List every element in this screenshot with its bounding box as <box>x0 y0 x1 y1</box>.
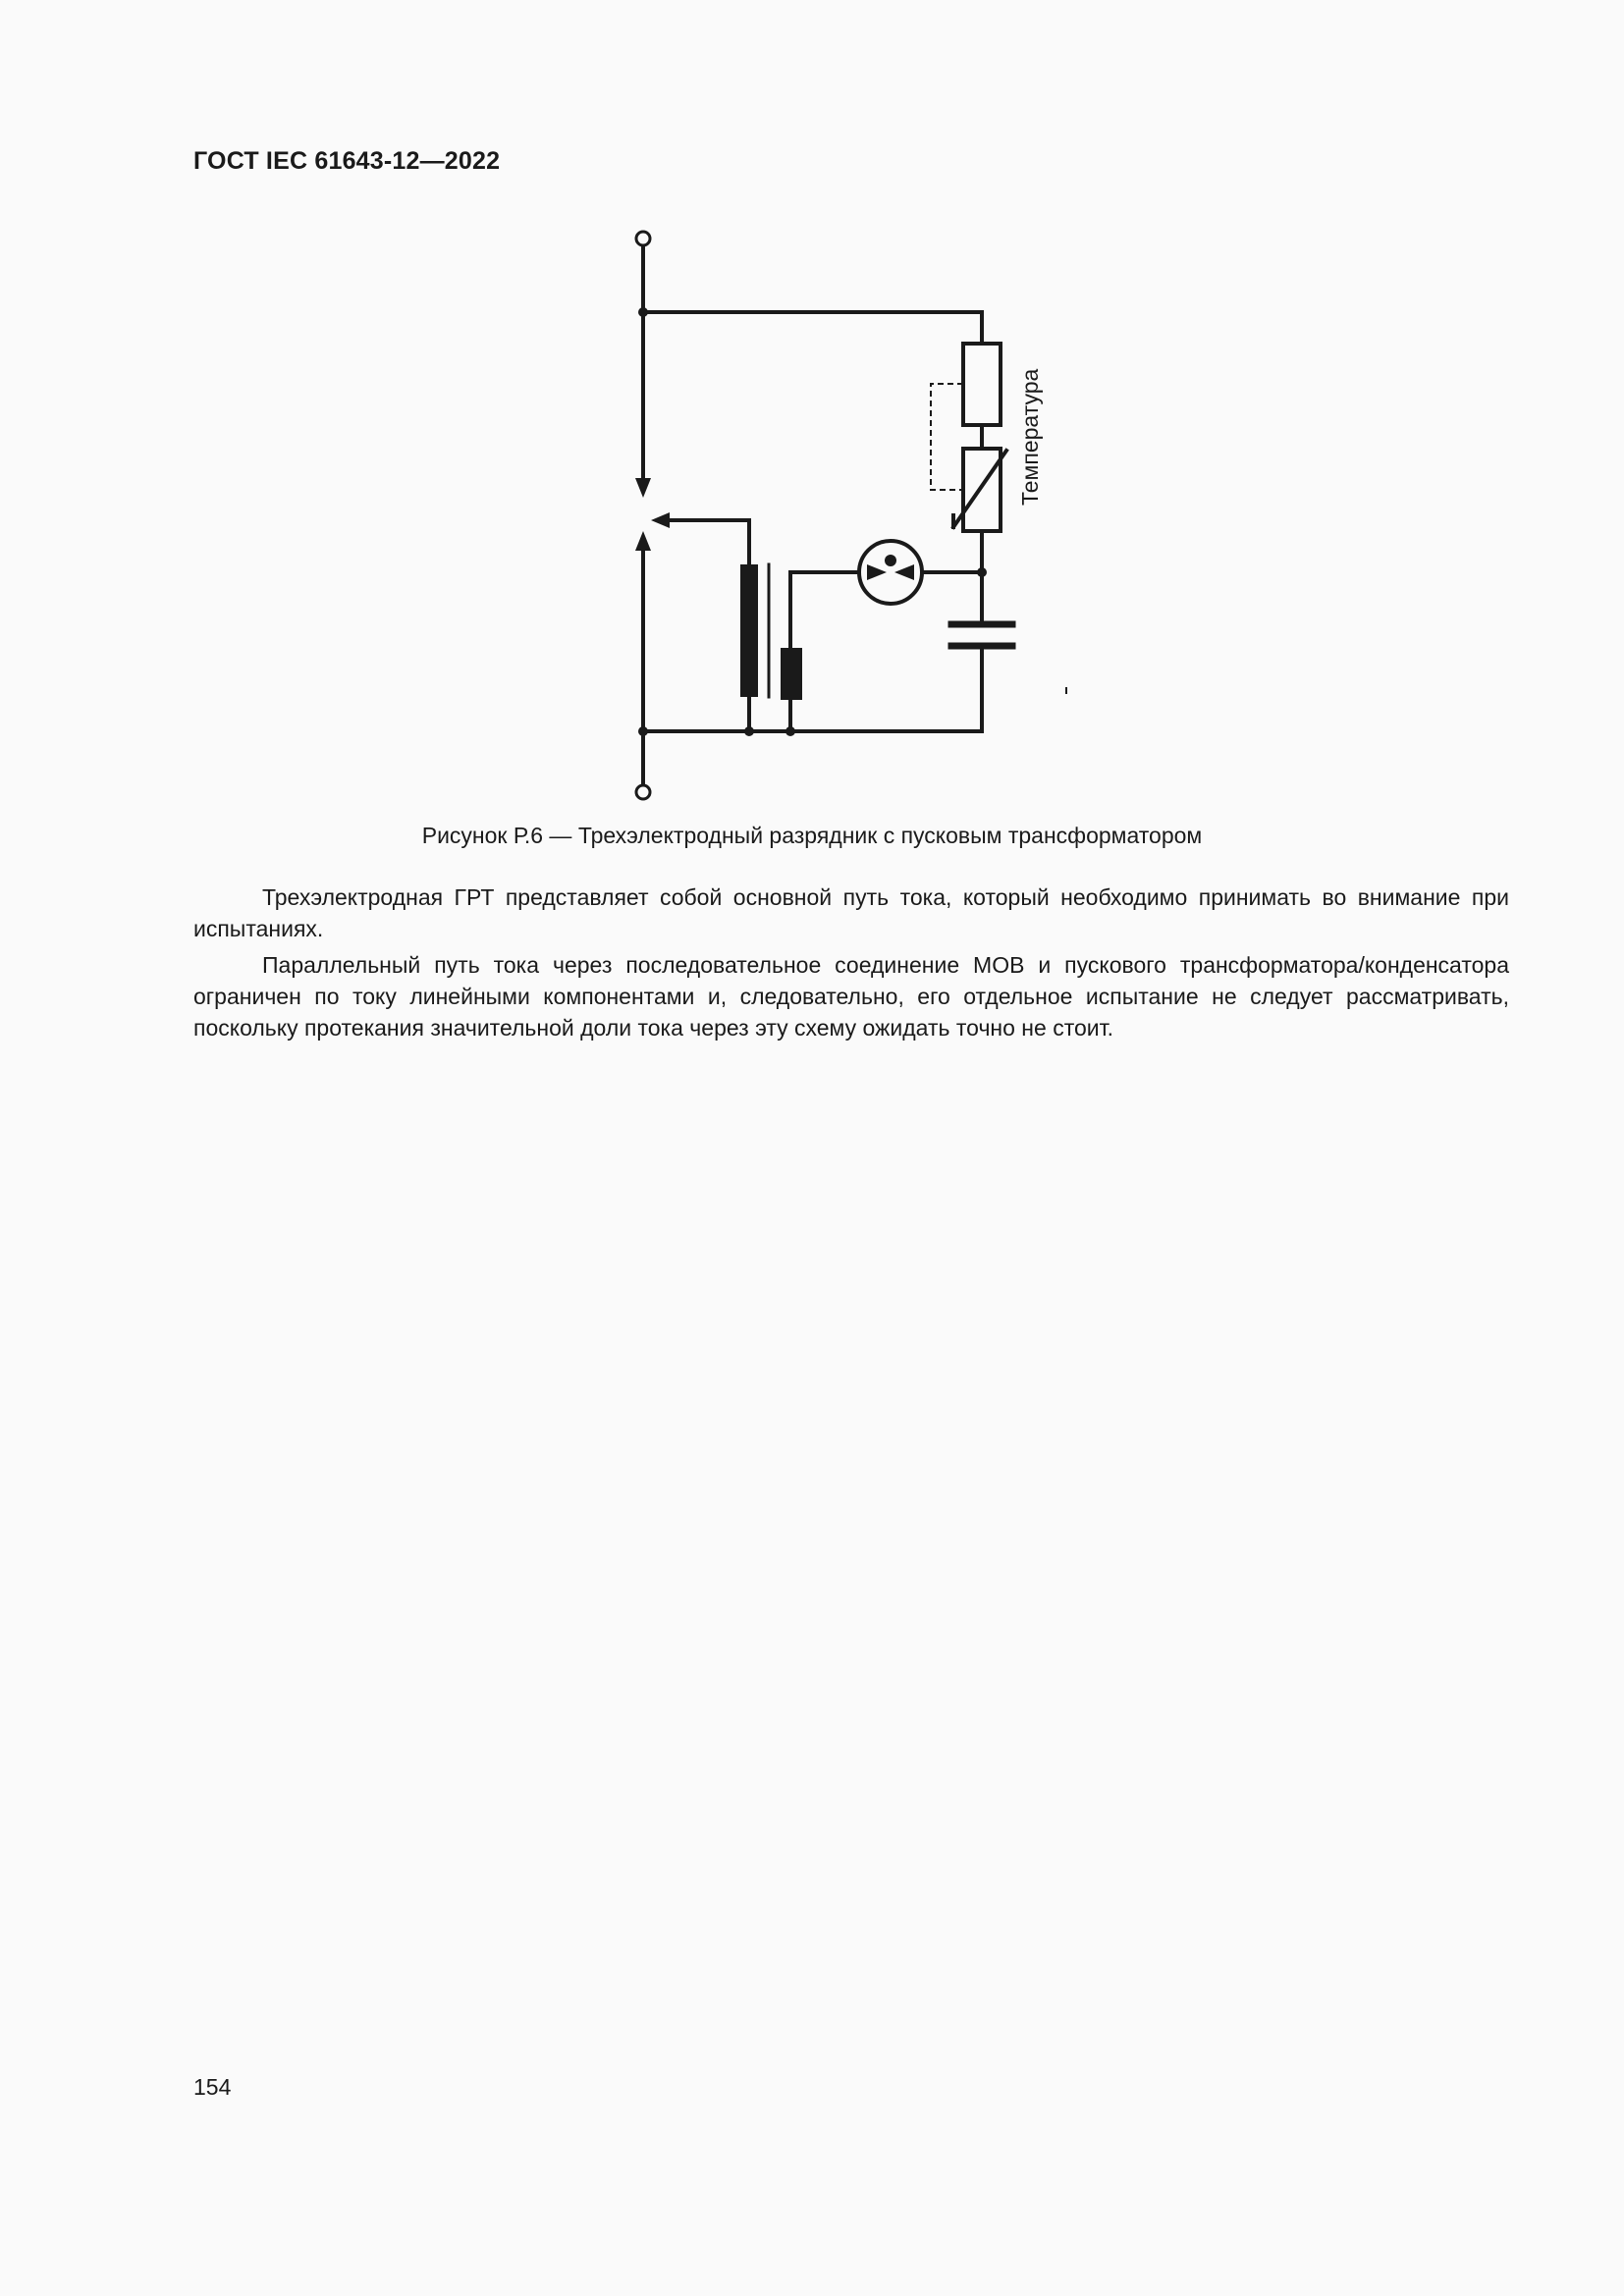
gap-right-arrow <box>894 564 914 580</box>
junction-dot <box>638 307 648 317</box>
gap-center-dot <box>885 555 896 566</box>
gap-left-arrow <box>867 564 887 580</box>
varistor-symbol <box>963 449 1001 531</box>
bottom-terminal <box>636 785 650 799</box>
junction-dot <box>977 567 987 577</box>
page-number: 154 <box>193 2074 232 2100</box>
thermal-coupling-dashed <box>931 384 963 490</box>
fuse-symbol <box>963 344 1001 425</box>
document-header: ГОСТ IEC 61643-12—2022 <box>193 147 501 175</box>
circuit-diagram <box>609 221 1100 810</box>
trigger-electrode-arrow <box>651 512 670 528</box>
body-text <box>193 881 1509 1048</box>
primary-winding-symbol <box>740 564 758 697</box>
paragraph: Параллельный путь тока через последовательное соединение МОВ и пускового трансформатора/конденсатора ограничен по току линейными компонентами и, следовательно, его отдельное испытание не следует рассматривать, поскольку протекания значительной доли тока через эту схему ожидать точно не стоит. <box>193 952 1509 1041</box>
lower-electrode-arrow <box>635 531 651 551</box>
junction-dot <box>785 726 795 736</box>
junction-dot <box>638 726 648 736</box>
circuit-diagram-svg <box>609 221 1100 810</box>
top-terminal <box>636 232 650 245</box>
paragraph: Трехэлектродная ГРТ представляет собой основной путь тока, который необходимо принимать во внимание при испытаниях. <box>193 884 1509 941</box>
upper-electrode-arrow <box>635 478 651 498</box>
temperature-label: Температура <box>1017 368 1043 506</box>
secondary-winding-symbol <box>781 648 802 700</box>
junction-dot <box>744 726 754 736</box>
figure-caption: Рисунок Р.6 — Трехэлектродный разрядник с пусковым трансформатором <box>421 823 1203 848</box>
